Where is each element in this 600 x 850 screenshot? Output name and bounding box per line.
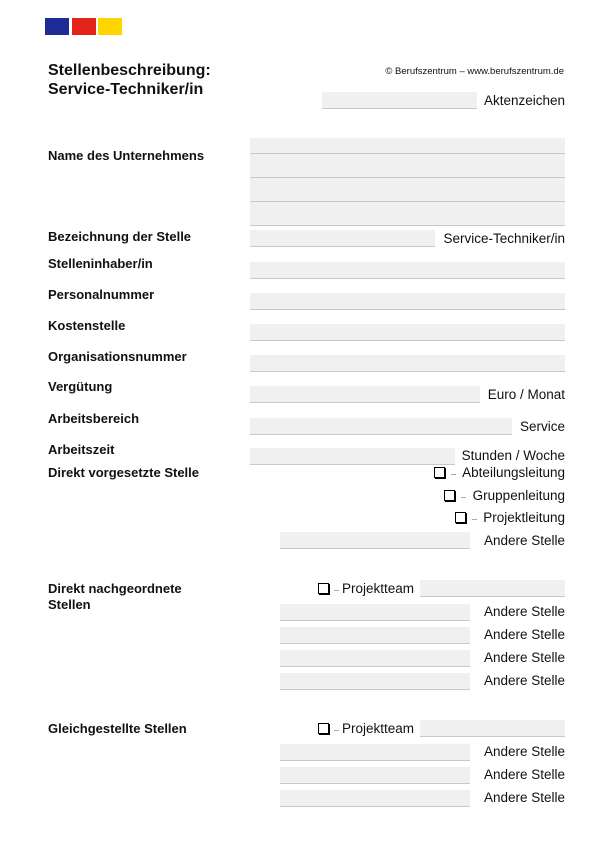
personnel-number-input[interactable]	[250, 293, 565, 310]
dash-separator	[334, 590, 339, 591]
subordinate-other-label-3: Andere Stelle	[483, 650, 565, 665]
company-name-label: Name des Unternehmens	[48, 148, 205, 163]
position-title-input[interactable]	[250, 230, 435, 247]
peer-projektteam-label: Projektteam	[342, 721, 415, 736]
work-time-unit: Stunden / Woche	[461, 448, 565, 463]
peer-other-label-3: Andere Stelle	[483, 790, 565, 805]
company-name-input[interactable]	[250, 138, 565, 226]
superior-label: Direkt vorgesetzte Stelle	[48, 465, 200, 480]
subordinate-other-label-1: Andere Stelle	[483, 604, 565, 619]
peer-other-input-3[interactable]	[280, 790, 470, 807]
copyright-note: © Berufszentrum – www.berufszentrum.de	[385, 66, 564, 77]
subordinate-other-input-3[interactable]	[280, 650, 470, 667]
gruppenleitung-checkbox[interactable]	[444, 490, 455, 501]
subordinate-other-input-2[interactable]	[280, 627, 470, 644]
work-time-input[interactable]	[250, 448, 455, 465]
option-abteilungsleitung: Abteilungsleitung	[462, 465, 565, 480]
page-title-line2: Service-Techniker/in	[48, 81, 204, 98]
peer-other-input-2[interactable]	[280, 767, 470, 784]
position-title-value: Service-Techniker/in	[443, 231, 565, 246]
page-title-line1: Stellenbeschreibung:	[48, 62, 211, 79]
dash-separator	[334, 730, 339, 731]
subordinate-label-line2: Stellen	[48, 597, 91, 612]
peer-other-input-1[interactable]	[280, 744, 470, 761]
work-time-label: Arbeitszeit	[48, 442, 115, 457]
dash-separator	[472, 519, 477, 520]
option-projektleitung: Projektleitung	[483, 510, 565, 525]
dash-separator	[461, 497, 466, 498]
personnel-number-label: Personalnummer	[48, 287, 155, 302]
aktenzeichen-input[interactable]	[322, 92, 477, 109]
org-number-label: Organisationsnummer	[48, 349, 187, 364]
position-title-label: Bezeichnung der Stelle	[48, 229, 192, 244]
peer-projektteam-checkbox[interactable]	[318, 723, 329, 734]
peer-other-label-2: Andere Stelle	[483, 767, 565, 782]
projektleitung-checkbox[interactable]	[455, 512, 466, 523]
org-number-input[interactable]	[250, 355, 565, 372]
dash-separator	[451, 474, 456, 475]
abteilungsleitung-checkbox[interactable]	[434, 467, 445, 478]
peer-other-label-1: Andere Stelle	[483, 744, 565, 759]
subordinate-projektteam-label: Projektteam	[342, 581, 415, 596]
work-area-input[interactable]	[250, 418, 512, 435]
option-gruppenleitung: Gruppenleitung	[472, 488, 565, 503]
superior-other-input[interactable]	[280, 532, 470, 549]
compensation-label: Vergütung	[48, 379, 113, 394]
subordinate-other-input-4[interactable]	[280, 673, 470, 690]
aktenzeichen-label: Aktenzeichen	[483, 93, 565, 108]
flag-stripe-red	[72, 18, 96, 35]
flag-stripe-blue	[45, 18, 69, 35]
holder-label: Stelleninhaber/in	[48, 256, 153, 271]
compensation-input[interactable]	[250, 386, 480, 403]
superior-other-label: Andere Stelle	[483, 533, 565, 548]
cost-center-label: Kostenstelle	[48, 318, 126, 333]
subordinate-projektteam-input[interactable]	[420, 580, 565, 597]
subordinate-label-line1: Direkt nachgeordnete	[48, 581, 182, 596]
work-area-value: Service	[519, 419, 565, 434]
cost-center-input[interactable]	[250, 324, 565, 341]
peer-projektteam-input[interactable]	[420, 720, 565, 737]
subordinate-other-label-2: Andere Stelle	[483, 627, 565, 642]
work-area-label: Arbeitsbereich	[48, 411, 140, 426]
subordinate-projektteam-checkbox[interactable]	[318, 583, 329, 594]
subordinate-other-label-4: Andere Stelle	[483, 673, 565, 688]
flag-stripe-yellow	[98, 18, 122, 35]
holder-input[interactable]	[250, 262, 565, 279]
peer-label: Gleichgestellte Stellen	[48, 721, 187, 736]
subordinate-other-input-1[interactable]	[280, 604, 470, 621]
compensation-unit: Euro / Monat	[487, 387, 565, 402]
